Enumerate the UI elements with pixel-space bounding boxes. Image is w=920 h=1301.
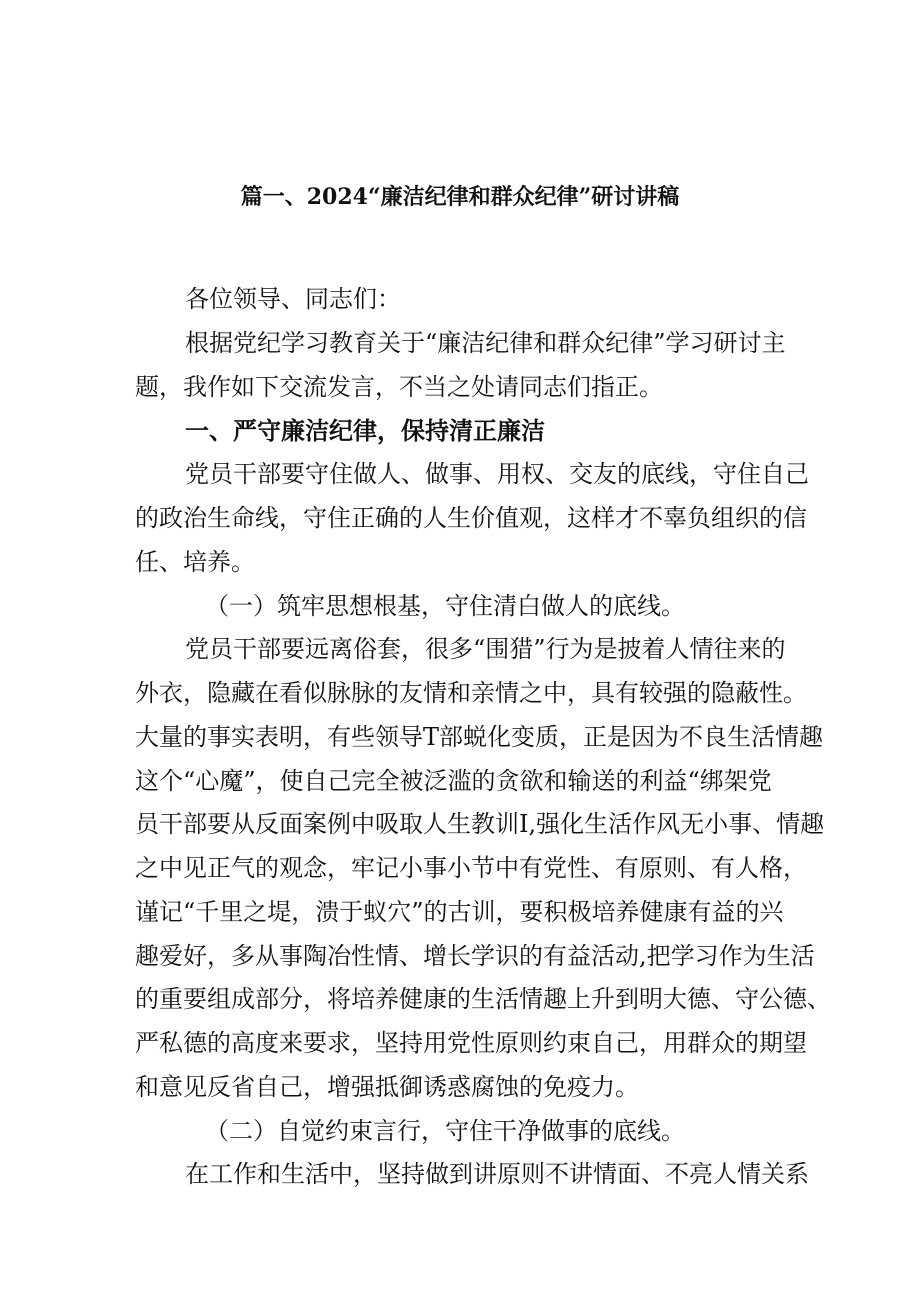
- paragraph-line: 和意见反省自己，增强抵御诱惑腐蚀的免疫力。: [135, 1073, 639, 1101]
- paragraph-line: 在工作和生活中，坚持做到讲原则不讲情面、不亮人情关系: [185, 1160, 809, 1188]
- paragraph-line: 之中见正气的观念，牢记小事小节中有党性、有原则、有人格，: [135, 854, 807, 882]
- section-heading: 一、严守廉洁纪律，保持清正廉洁: [185, 416, 545, 445]
- paragraph-line: 根据党纪学习教育关于“廉洁纪律和群众纪律”学习研讨主: [185, 329, 786, 357]
- paragraph-line: 题，我作如下交流发言，不当之处请同志们指正。: [135, 373, 663, 401]
- subsection-heading: （一）筑牢思想根基，守住清白做人的底线。: [205, 592, 685, 620]
- paragraph-line: 大量的事实表明，有些领导T部蜕化变质，正是因为不良生活情趣: [135, 723, 824, 751]
- paragraph-line: 外衣，隐藏在看似脉脉的友情和亲情之中，具有较强的隐蔽性。: [135, 679, 807, 707]
- paragraph-line: 党员干部要守住做人、做事、用权、交友的底线，守住自己: [185, 460, 809, 488]
- document-title: 篇一、2024“廉洁纪律和群众纪律”研讨讲稿: [240, 184, 680, 210]
- paragraph-line: 的重要组成部分，将培养健康的生活情趣上升到明大德、守公德、: [135, 985, 831, 1013]
- paragraph-line: 严私德的高度来要求，坚持用党性原则约束自己，用群众的期望: [135, 1029, 807, 1057]
- paragraph-line: 的政治生命线，守住正确的人生价值观，这样才不辜负组织的信: [135, 504, 807, 532]
- paragraph-line: 谨记“千里之堤，溃于蚁穴”的古训，要积极培养健康有益的兴: [135, 898, 784, 926]
- greeting-line: 各位领导、同志们：: [185, 285, 401, 313]
- subsection-heading: （二）自觉约束言行，守住干净做事的底线。: [205, 1117, 685, 1145]
- paragraph-line: 任、培养。: [135, 548, 255, 576]
- paragraph-line: 这个“心魔”，使自己完全被泛滥的贪欲和输送的利益“绑架党: [135, 767, 772, 795]
- paragraph-line: 员干部要从反面案例中吸取人生教训I,强化生活作风无小事、情趣: [135, 810, 825, 838]
- paragraph-line: 趣爱好，多从事陶冶性情、增长学识的有益活动,把学习作为生活: [135, 942, 815, 970]
- paragraph-line: 党员干部要远离俗套，很多“围猎”行为是披着人情往来的: [185, 635, 786, 663]
